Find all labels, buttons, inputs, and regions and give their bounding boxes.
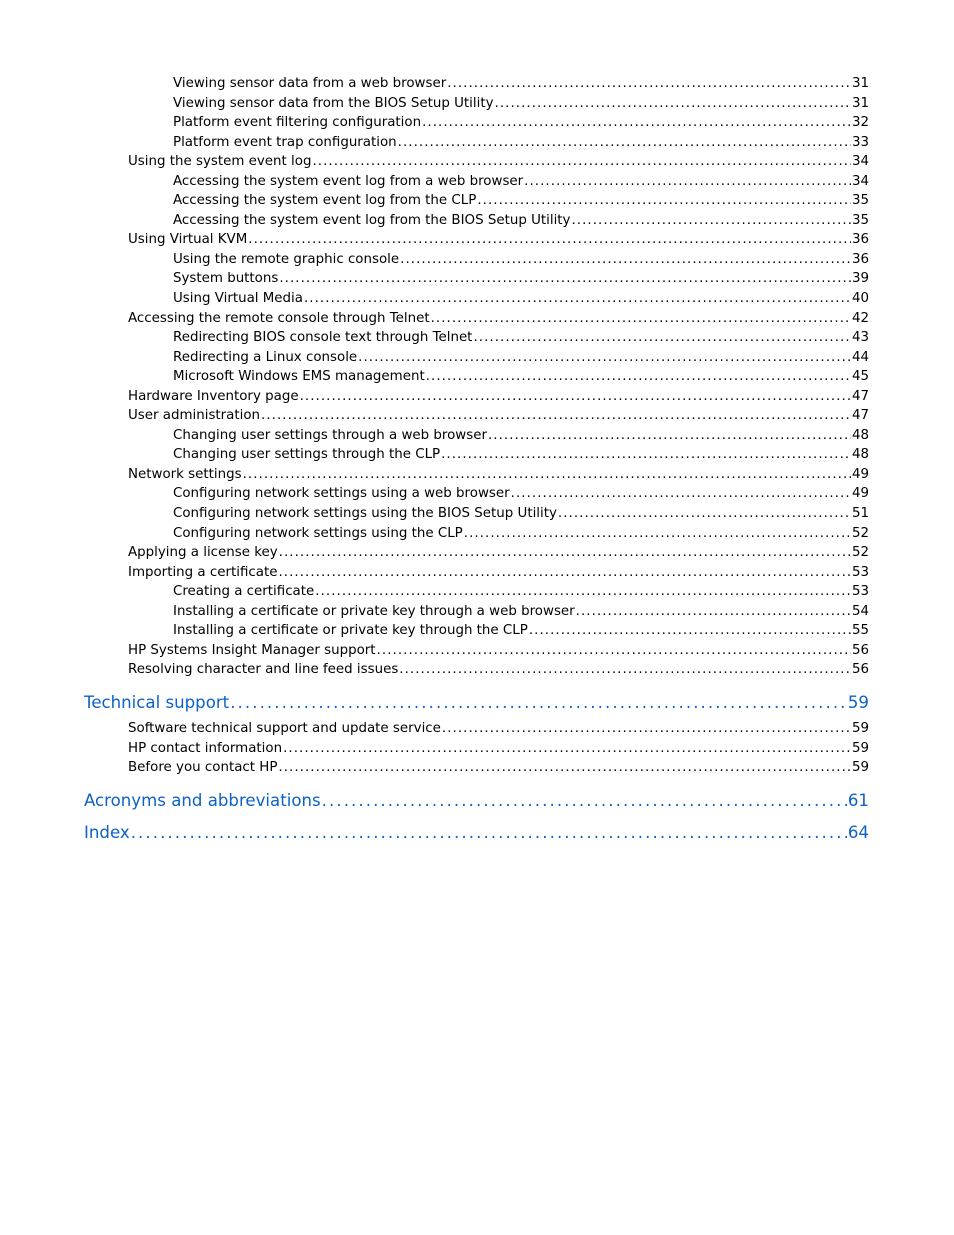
toc-entry-page: 35 xyxy=(851,212,869,228)
dot-leader xyxy=(422,113,851,133)
toc-section-title: Using Virtual KVM xyxy=(128,232,248,248)
toc-entry-title: Using the remote graphic console xyxy=(173,251,400,267)
toc-section[interactable] xyxy=(84,465,869,485)
toc-entry-page: 53 xyxy=(851,584,869,600)
toc-entry[interactable] xyxy=(84,172,869,192)
dot-leader xyxy=(283,739,851,759)
toc-section-page: 59 xyxy=(851,740,869,756)
dot-leader xyxy=(399,660,851,680)
toc-section-page: 42 xyxy=(851,310,869,326)
dot-leader xyxy=(441,445,851,465)
toc-section-title: HP contact information xyxy=(128,740,283,756)
toc-section[interactable] xyxy=(84,406,869,426)
toc-section[interactable] xyxy=(84,660,869,680)
toc-entry-page: 54 xyxy=(851,603,869,619)
dot-leader xyxy=(261,406,851,426)
toc-entry[interactable] xyxy=(84,348,869,368)
toc-section-page: 34 xyxy=(851,154,869,170)
toc-entry-page: 32 xyxy=(851,115,869,131)
toc-chapter-title: Index xyxy=(84,822,130,842)
dot-leader xyxy=(300,387,851,407)
toc-entry-title: Changing user settings through a web browser xyxy=(173,427,487,443)
toc-section-page: 49 xyxy=(851,466,869,482)
toc-entry[interactable] xyxy=(84,113,869,133)
toc-entry-title: Viewing sensor data from a web browser xyxy=(173,76,447,91)
toc-entry[interactable] xyxy=(84,289,869,309)
toc-entry-title: Configuring network settings using the CLP xyxy=(173,525,463,541)
toc-section-title: Software technical support and update service xyxy=(128,720,441,736)
toc-entry-title: Redirecting BIOS console text through Telnet xyxy=(173,330,473,346)
dot-leader xyxy=(279,269,851,289)
toc-entry-title: Microsoft Windows EMS management xyxy=(173,369,425,385)
toc-section-page: 36 xyxy=(851,232,869,248)
dot-leader xyxy=(488,426,851,446)
toc-entry-page: 33 xyxy=(851,134,869,150)
toc-section-title: Hardware Inventory page xyxy=(128,388,299,404)
dot-leader xyxy=(426,367,851,387)
dot-leader xyxy=(278,758,851,778)
toc-entry-page: 35 xyxy=(851,193,869,209)
toc-entry-title: Changing user settings through the CLP xyxy=(173,447,441,463)
dot-leader xyxy=(230,687,847,719)
toc-entry[interactable] xyxy=(84,582,869,602)
toc-section-page: 47 xyxy=(851,388,869,404)
toc-section-title: Accessing the remote console through Telnet xyxy=(128,310,430,326)
dot-leader xyxy=(447,74,851,94)
toc-chapter-page: 59 xyxy=(847,692,869,712)
toc-section-title: Using the system event log xyxy=(128,154,312,170)
toc-entry[interactable] xyxy=(84,621,869,641)
toc-entry[interactable] xyxy=(84,211,869,231)
toc-entry-page: 51 xyxy=(851,506,869,522)
toc-entry[interactable] xyxy=(84,94,869,114)
toc-section-page: 52 xyxy=(851,545,869,561)
dot-leader xyxy=(377,641,851,661)
toc-entry-page: 48 xyxy=(851,447,869,463)
toc-entry-title: Configuring network settings using a web browser xyxy=(173,486,510,502)
toc-entry[interactable] xyxy=(84,602,869,622)
dot-leader xyxy=(464,524,851,544)
toc-entry[interactable] xyxy=(84,445,869,465)
toc-section-page: 47 xyxy=(851,408,869,424)
toc-section[interactable] xyxy=(84,152,869,172)
toc-entry[interactable] xyxy=(84,269,869,289)
toc-section[interactable] xyxy=(84,719,869,739)
toc-section[interactable] xyxy=(84,758,869,778)
toc-entry-page: 43 xyxy=(851,330,869,346)
toc-section[interactable] xyxy=(84,563,869,583)
toc-entry-title: Platform event trap configuration xyxy=(173,134,397,150)
toc-chapter-title: Technical support xyxy=(84,692,230,712)
dot-leader xyxy=(529,621,851,641)
toc-chapter-technical-support[interactable] xyxy=(84,687,869,719)
dot-leader xyxy=(477,191,851,211)
dot-leader xyxy=(511,484,851,504)
toc-chapter-acronyms[interactable] xyxy=(84,785,869,817)
toc-entry-page: 36 xyxy=(851,251,869,267)
toc-section-page: 56 xyxy=(851,642,869,658)
toc-entry-page: 31 xyxy=(851,76,869,91)
dot-leader xyxy=(400,250,851,270)
toc-entry-title: Accessing the system event log from the BIOS Setup Utility xyxy=(173,212,571,228)
toc-section[interactable] xyxy=(84,230,869,250)
toc-entry[interactable] xyxy=(84,504,869,524)
toc-entry[interactable] xyxy=(84,426,869,446)
toc-entry-page: 40 xyxy=(851,291,869,307)
dot-leader xyxy=(495,94,851,114)
toc-entry-page: 44 xyxy=(851,349,869,365)
toc-entry-title: System buttons xyxy=(173,271,279,287)
toc-chapter-title: Acronyms and abbreviations xyxy=(84,790,321,810)
dot-leader xyxy=(473,328,851,348)
toc-chapter-page: 61 xyxy=(847,790,869,810)
toc-section-title: User administration xyxy=(128,408,261,424)
toc-entry-title: Platform event filtering configuration xyxy=(173,115,422,131)
dot-leader xyxy=(279,543,851,563)
table-of-contents xyxy=(84,74,869,849)
dot-leader xyxy=(322,785,847,817)
toc-entry-page: 45 xyxy=(851,369,869,385)
toc-entry[interactable] xyxy=(84,328,869,348)
toc-section[interactable] xyxy=(84,309,869,329)
toc-section[interactable] xyxy=(84,641,869,661)
toc-entry-page: 55 xyxy=(851,623,869,639)
toc-section-page: 59 xyxy=(851,720,869,736)
toc-entry-title: Installing a certificate or private key through the CLP xyxy=(173,623,528,639)
toc-section[interactable] xyxy=(84,543,869,563)
dot-leader xyxy=(278,563,851,583)
toc-section[interactable] xyxy=(84,739,869,759)
toc-entry[interactable] xyxy=(84,367,869,387)
toc-entry-title: Creating a certificate xyxy=(173,584,315,600)
dot-leader xyxy=(571,211,850,231)
toc-entry[interactable] xyxy=(84,74,869,94)
toc-section-title: Network settings xyxy=(128,466,242,482)
dot-leader xyxy=(315,582,851,602)
toc-entry-title: Redirecting a Linux console xyxy=(173,349,358,365)
toc-section-title: Importing a certificate xyxy=(128,564,278,580)
dot-leader xyxy=(312,152,851,172)
toc-section-title: Applying a license key xyxy=(128,545,278,561)
toc-section-page: 53 xyxy=(851,564,869,580)
dot-leader xyxy=(131,817,847,849)
toc-entry-page: 52 xyxy=(851,525,869,541)
dot-leader xyxy=(576,602,851,622)
dot-leader xyxy=(442,719,851,739)
toc-entry[interactable] xyxy=(84,484,869,504)
toc-entry[interactable] xyxy=(84,133,869,153)
toc-entry[interactable] xyxy=(84,524,869,544)
toc-entry-title: Accessing the system event log from a web browser xyxy=(173,173,524,189)
dot-leader xyxy=(558,504,851,524)
toc-section-title: HP Systems Insight Manager support xyxy=(128,642,376,658)
dot-leader xyxy=(243,465,851,485)
toc-entry-page: 31 xyxy=(851,95,869,111)
toc-section-page: 59 xyxy=(851,760,869,776)
toc-entry-title: Accessing the system event log from the CLP xyxy=(173,193,477,209)
toc-entry-page: 48 xyxy=(851,427,869,443)
toc-entry[interactable] xyxy=(84,250,869,270)
toc-section-title: Resolving character and line feed issues xyxy=(128,662,399,678)
dot-leader xyxy=(304,289,851,309)
dot-leader xyxy=(358,348,851,368)
dot-leader xyxy=(431,309,851,329)
toc-entry-title: Using Virtual Media xyxy=(173,291,303,307)
toc-entry-title: Configuring network settings using the BIOS Setup Utility xyxy=(173,506,557,522)
toc-chapter-page: 64 xyxy=(847,822,869,842)
toc-section[interactable] xyxy=(84,387,869,407)
toc-entry-page: 49 xyxy=(851,486,869,502)
toc-entry-page: 39 xyxy=(851,271,869,287)
toc-entry-title: Viewing sensor data from the BIOS Setup Utility xyxy=(173,95,494,111)
toc-section-page: 56 xyxy=(851,662,869,678)
dot-leader xyxy=(398,133,851,153)
toc-entry[interactable] xyxy=(84,191,869,211)
toc-section-title: Before you contact HP xyxy=(128,760,278,776)
toc-chapter-index[interactable] xyxy=(84,817,869,849)
dot-leader xyxy=(248,230,851,250)
dot-leader xyxy=(524,172,851,192)
toc-entry-title: Installing a certificate or private key through a web browser xyxy=(173,603,575,619)
toc-entry-page: 34 xyxy=(851,173,869,189)
